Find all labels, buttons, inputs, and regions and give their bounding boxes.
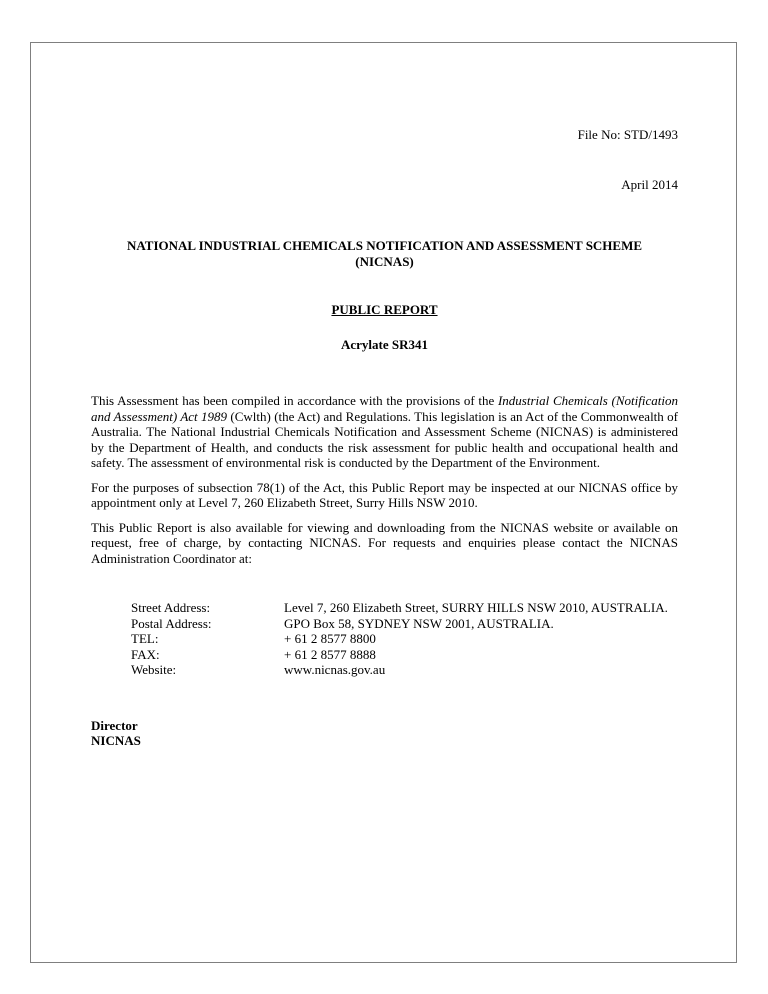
contact-value: + 61 2 8577 8888	[284, 646, 376, 662]
paragraph-inspection: For the purposes of subsection 78(1) of the Act, this Public Report may be inspected at our NICNAS office by appointment only at Level 7, 260 Elizabeth Street, Surry Hills NSW 2010.	[91, 479, 678, 510]
contact-details	[131, 600, 678, 678]
contact-label: Street Address:	[131, 600, 211, 615]
contact-row-fax	[131, 647, 678, 663]
website-url: www.nicnas.gov.au	[284, 662, 386, 677]
contact-value: Level 7, 260 Elizabeth Street, SURRY HILLS NSW 2010, AUSTRALIA.	[284, 600, 668, 615]
paragraph-assessment-start: This Assessment has been compiled in accordance with the provisions of the	[91, 393, 498, 408]
document-title-line2: (NICNAS)	[355, 253, 414, 269]
contact-label: Postal Address:	[131, 615, 212, 631]
act-title-italic: Industrial Chemicals (Notification and Assessment) Act 1989	[91, 393, 678, 424]
contact-label: FAX:	[131, 646, 160, 662]
report-heading	[91, 302, 678, 318]
contact-row-street-address	[131, 600, 678, 616]
contact-label: Website:	[131, 662, 177, 677]
signature-block	[91, 718, 678, 749]
contact-row-tel	[131, 631, 678, 647]
contact-value: GPO Box 58, SYDNEY NSW 2001, AUSTRALIA.	[284, 615, 554, 631]
document-title	[91, 238, 678, 269]
document-content	[31, 43, 736, 749]
report-heading-text: PUBLIC REPORT	[331, 302, 438, 317]
signature-title: Director	[91, 717, 138, 733]
document-page	[30, 42, 737, 963]
paragraph-assessment	[91, 393, 678, 471]
signature-org: NICNAS	[91, 733, 141, 748]
document-title-line1: NATIONAL INDUSTRIAL CHEMICALS NOTIFICATION AND ASSESSMENT SCHEME	[126, 238, 643, 253]
paragraph-assessment-end: (Cwlth) (the Act) and Regulations. This legislation is an Act of the Commonwealth of Australia. The National Industrial Chemicals Notification and Assessment Scheme (NICNAS) is administered by the Department of Health, and conducts the risk assessment for public health and occupational health and safety. The assessment of environmental risk is conducted by the Department of the Environment.	[91, 408, 678, 470]
contact-row-website	[131, 662, 678, 678]
paragraph-availability: This Public Report is also available for viewing and downloading from the NICNAS website or available on request, free of charge, by contacting NICNAS. For requests and enquiries please contact the NICNAS Administration Coordinator at:	[91, 519, 678, 566]
contact-row-postal-address	[131, 616, 678, 632]
document-date: April 2014	[621, 176, 678, 192]
contact-value: + 61 2 8577 8800	[284, 631, 376, 646]
chemical-name: Acrylate SR341	[340, 336, 428, 352]
file-number: File No: STD/1493	[577, 127, 678, 142]
contact-label: TEL:	[131, 631, 159, 646]
